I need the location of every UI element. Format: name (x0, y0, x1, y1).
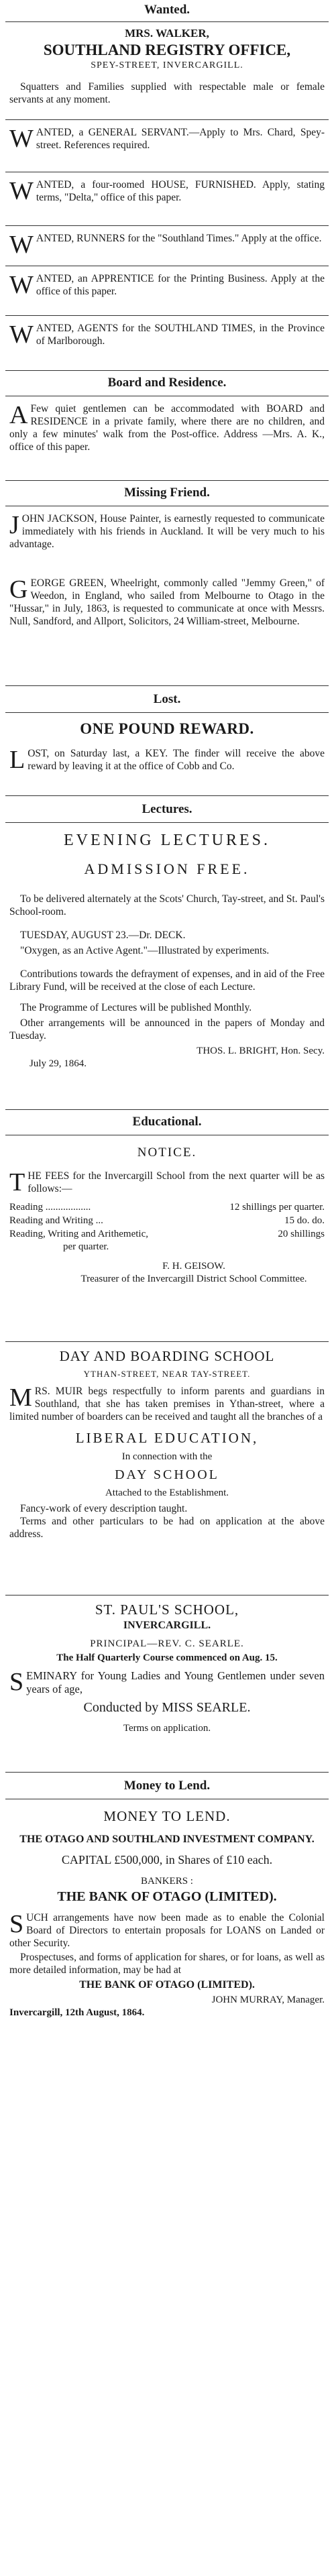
ad-text: JOHN JACKSON, House Painter, is earnestly requested to communicate immediately with his friends in Auckland. It will be very much to his advantage. (9, 511, 325, 550)
dayschool-terms: Terms and other particulars to be had on application at the above address. (9, 1516, 325, 1540)
missing-ad-2 (0, 577, 334, 628)
stpauls-terms: Terms on application. (123, 1723, 211, 1734)
walker-ad (0, 27, 334, 106)
educational-ad (0, 1145, 334, 1286)
ad-text: WANTED, a GENERAL SERVANT.—Apply to Mrs. Chard, Spey-street. References required. (9, 125, 325, 153)
fee-row (9, 1227, 325, 1241)
liberal-education: LIBERAL EDUCATION, (75, 1430, 259, 1446)
dayschool-address: YTHAN-STREET, NEAR TAY-STREET. (83, 1369, 251, 1379)
divider (5, 370, 329, 371)
fees-intro: THE FEES for the Invercargill School from the next quarter will be as follows:— (9, 1168, 325, 1196)
fee-subject: Reading, Writing and Arithemetic, (9, 1229, 148, 1239)
money-body: SUCH arrangements have now been made as to enable the Colonial Board of Directors to entertain proposals for LOANS on Landed or other Security. (9, 1910, 325, 1949)
divider (5, 21, 329, 22)
money-date: Invercargill, 12th August, 1864. (9, 2007, 145, 2018)
lost-header (0, 692, 334, 707)
dayschool-body: MRS. MUIR begs respectfully to inform parents and guardians in Southland, that she has taken premises in Ythan-street, where a limited number of boarders can be received and taught all the branches of a (9, 1384, 325, 1422)
section-header: Educational. (132, 1115, 202, 1129)
money-capital: CAPITAL £500,000, in Shares of £10 each. (61, 1853, 273, 1866)
ad-text: GEORGE GREEN, Wheelright, commonly called "Jemmy Green," of Weedon, in England, who sailed from Melbourne to Otago in the "Hussar," in July, 1863, is requested to communicate at once with Messrs. Null, Sandford, and Allport, Solicitors, 24 William-street, Melbourne. (9, 575, 325, 627)
lectures-ad (0, 832, 334, 1070)
divider (5, 315, 329, 316)
section-header: Wanted. (144, 3, 190, 17)
ad-text: LOST, on Saturday last, a KEY. The finder will receive the above reward by leaving it at the office of Cobb and Co. (9, 746, 325, 774)
money-prospectus: Prospectuses, and forms of application for shares, or for loans, as well as more detailed information, may be had at (9, 1952, 325, 1976)
money-bank: THE BANK OF OTAGO (LIMITED). (57, 1889, 277, 1904)
money-title: MONEY TO LEND. (103, 1808, 231, 1824)
section-header: Money to Lend. (123, 1779, 211, 1793)
missing-ad-1 (0, 512, 334, 551)
money-ad (0, 1808, 334, 2019)
divider (5, 1772, 329, 1773)
fees-signature-title: Treasurer of the Invercargill District School Committee. (80, 1274, 307, 1284)
lectures-signature: THOS. L. BRIGHT, Hon. Secy. (197, 1046, 325, 1056)
lectures-p1: To be delivered alternately at the Scots' Church, Tay-street, and St. Paul's School-room. (9, 893, 325, 917)
lectures-p2: TUESDAY, AUGUST 23.—Dr. DECK. (20, 930, 186, 941)
section-header: Missing Friend. (124, 486, 210, 500)
walker-address: SPEY-STREET, INVERCARGILL. (91, 60, 243, 70)
divider (5, 1341, 329, 1342)
fee-subject: Reading and Writing ... (9, 1215, 103, 1226)
lectures-p4: Contributions towards the defrayment of expenses, and in aid of the Free Library Fund, will be received at the close of each Lecture. (9, 968, 325, 993)
dayschool-attached: Attached to the Establishment. (105, 1488, 229, 1498)
wanted-ad-5 (0, 322, 334, 347)
divider (5, 1109, 329, 1110)
walker-body: Squatters and Families supplied with respectable male or female servants at any moment. (9, 81, 325, 105)
section-header: Lectures. (142, 802, 192, 816)
lost-title: ONE POUND REWARD. (80, 720, 254, 737)
ad-text: WANTED, a four-roomed HOUSE, FURNISHED. Apply, stating terms, "Delta," office of this paper. (9, 177, 325, 205)
ad-text: WANTED, AGENTS for the SOUTHLAND TIMES, in the Province of Marlborough. (9, 321, 325, 349)
divider (5, 480, 329, 481)
lectures-p5: The Programme of Lectures will be published Monthly. (20, 1002, 252, 1013)
fee-row (9, 1200, 325, 1214)
lost-ad (0, 720, 334, 773)
fee-subject: Reading .................. (9, 1202, 91, 1213)
wanted-ad-3 (0, 231, 334, 259)
money-manager: JOHN MURRAY, Manager. (211, 1995, 325, 2005)
ad-text: WANTED, an APPRENTICE for the Printing Business. Apply at the office of this paper. (9, 271, 325, 299)
board-ad (0, 402, 334, 453)
wanted-ad-2 (0, 178, 334, 204)
wanted-header (0, 3, 334, 17)
section-header: Board and Residence. (107, 376, 227, 390)
money-bankers-label: BANKERS : (141, 1876, 193, 1887)
stpauls-conducted: Conducted by MISS SEARLE. (83, 1700, 251, 1715)
lectures-header (0, 802, 334, 817)
lectures-subtitle: ADMISSION FREE. (84, 860, 250, 877)
board-header (0, 376, 334, 390)
stpauls-title: ST. PAUL'S SCHOOL, (95, 1602, 239, 1618)
missing-header (0, 486, 334, 500)
dayschool-title: DAY AND BOARDING SCHOOL (59, 1348, 275, 1364)
divider (5, 822, 329, 823)
fees-signature: F. H. GEISOW. (162, 1261, 225, 1272)
dayschool-ad (0, 1348, 334, 1541)
section-header: Lost. (153, 692, 181, 706)
dayschool-fancy: Fancy-work of every description taught. (20, 1503, 188, 1514)
fees-table (9, 1200, 325, 1253)
wanted-ad-1 (0, 126, 334, 152)
stpauls-principal: PRINCIPAL—REV. C. SEARLE. (90, 1638, 244, 1649)
money-bank-2: THE BANK OF OTAGO (LIMITED). (79, 1979, 255, 1991)
fee-row (9, 1214, 325, 1227)
lectures-title: EVENING LECTURES. (64, 832, 270, 849)
fee-amount: 12 shillings per quarter. (229, 1202, 325, 1213)
fee-per-quarter: per quarter. (63, 1241, 109, 1252)
money-company: THE OTAGO AND SOUTHLAND INVESTMENT COMPANY. (19, 1834, 315, 1845)
fee-amount: 15 do. do. (284, 1215, 325, 1226)
wanted-ad-4 (0, 272, 334, 298)
divider (5, 119, 329, 120)
ad-text: AFew quiet gentlemen can be accommodated with BOARD and RESIDENCE in a private family, where there are no children, and only a few minutes' walk from the Post-office. Address —Mrs. A. K., office of this paper. (9, 401, 325, 453)
divider (5, 795, 329, 796)
divider (5, 685, 329, 686)
stpauls-ad (0, 1602, 334, 1735)
educational-header (0, 1115, 334, 1129)
divider (5, 225, 329, 226)
fee-amount: 20 shillings (278, 1229, 325, 1239)
walker-office: SOUTHLAND REGISTRY OFFICE, (43, 42, 291, 58)
lectures-p6: Other arrangements will be announced in the papers of Monday and Tuesday. (9, 1017, 325, 1042)
lectures-date: July 29, 1864. (30, 1058, 87, 1069)
stpauls-seminary: SEMINARY for Young Ladies and Young Gentlemen under seven years of age, (9, 1668, 325, 1696)
money-header (0, 1779, 334, 1793)
notice-title: NOTICE. (137, 1145, 197, 1160)
stpauls-quarter: The Half Quarterly Course commenced on Aug. 15. (56, 1653, 278, 1663)
divider (5, 712, 329, 713)
ad-text: WANTED, RUNNERS for the "Southland Times." Apply at the office. (9, 231, 322, 259)
lectures-p3: "Oxygen, as an Active Agent."—Illustrated by experiments. (20, 945, 270, 956)
walker-name: MRS. WALKER, (125, 27, 209, 40)
stpauls-city: INVERCARGILL. (123, 1620, 211, 1631)
day-school: DAY SCHOOL (115, 1467, 219, 1482)
dayschool-connection: In connection with the (121, 1451, 213, 1462)
